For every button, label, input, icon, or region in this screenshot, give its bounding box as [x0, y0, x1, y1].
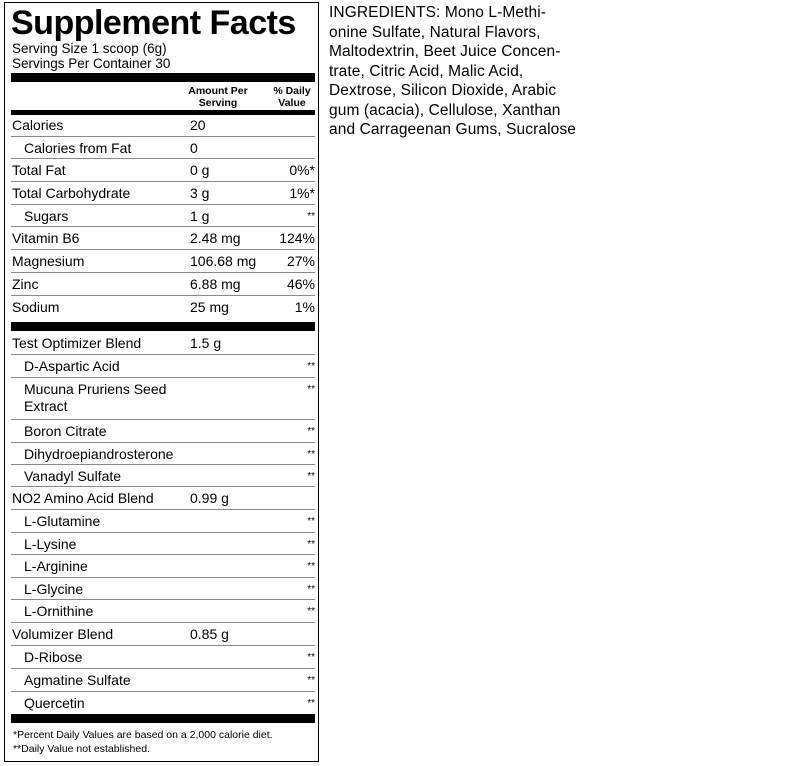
nutrient-daily-value: **: [307, 584, 315, 595]
nutrient-amount: 1.5 g: [190, 335, 222, 351]
ingredients-line: Dextrose, Silicon Dioxide, Arabic: [329, 82, 557, 99]
header-daily-value: % Daily Value: [273, 85, 311, 109]
footnote-not-established: **Daily Value not established.: [13, 743, 150, 755]
nutrient-daily-value: **: [307, 449, 315, 460]
nutrient-daily-value: **: [307, 698, 315, 709]
servings-per-container: Servings Per Container 30: [12, 56, 171, 71]
supplement-facts-panel: [4, 2, 319, 762]
nutrient-name: Agmatine Sulfate: [24, 672, 131, 688]
nutrient-amount: 3 g: [190, 185, 210, 201]
nutrient-name: Test Optimizer Blend: [12, 335, 142, 351]
nutrient-row: [11, 114, 315, 137]
nutrient-name: Total Fat: [12, 162, 66, 178]
nutrient-amount: 106.68 mg: [190, 253, 257, 269]
serving-size: Serving Size 1 scoop (6g): [12, 41, 167, 56]
nutrient-name: Quercetin: [24, 695, 85, 711]
nutrient-row: [11, 296, 315, 318]
nutrient-row: [11, 669, 315, 692]
nutrient-row: [11, 443, 315, 465]
nutrient-daily-value: **: [307, 606, 315, 617]
nutrient-name: Zinc: [12, 276, 39, 292]
nutrient-name: Magnesium: [12, 253, 85, 269]
nutrient-row: [11, 159, 315, 182]
nutrient-name: L-Lysine: [24, 536, 77, 552]
nutrient-row: [11, 182, 315, 205]
nutrient-name: L-Glutamine: [24, 513, 101, 529]
nutrient-daily-value: 124%: [279, 230, 315, 246]
nutrient-name: Vanadyl Sulfate: [24, 468, 122, 484]
nutrient-daily-value: 1%*: [289, 185, 315, 201]
thick-divider-bottom: [11, 714, 315, 723]
nutrient-daily-value: **: [307, 361, 315, 372]
nutrient-daily-value: **: [307, 539, 315, 550]
nutrient-name: D-Ribose: [24, 649, 83, 665]
nutrient-daily-value: **: [307, 471, 315, 482]
nutrient-row: [11, 227, 315, 250]
nutrient-row: [11, 533, 315, 555]
nutrient-row: [11, 273, 315, 296]
panel-title: Supplement Facts: [11, 4, 296, 42]
nutrient-row: [11, 332, 315, 355]
ingredients-line: gum (acacia), Cellulose, Xanthan: [329, 101, 561, 119]
nutrient-daily-value: **: [307, 516, 315, 527]
nutrient-name: Dihydroepiandrosterone: [24, 446, 174, 462]
nutrient-daily-value: **: [307, 426, 315, 437]
nutrient-daily-value: 46%: [286, 276, 315, 292]
nutrient-name: Vitamin B6: [12, 230, 80, 246]
ingredients-line: INGREDIENTS: Mono L-Methi-: [329, 4, 547, 21]
ingredients-line: onine Sulfate, Natural Flavors,: [329, 23, 541, 41]
nutrient-name: Sugars: [24, 208, 69, 224]
nutrient-amount: 0.85 g: [190, 626, 229, 642]
nutrient-daily-value: 27%: [286, 253, 315, 269]
nutrient-amount: 2.48 mg: [190, 230, 241, 246]
nutrient-amount: 1 g: [190, 208, 210, 224]
nutrient-name: L-Arginine: [24, 558, 88, 574]
nutrient-amount: 0.99 g: [190, 490, 229, 506]
nutrient-row: [11, 623, 315, 646]
nutrient-row: [11, 578, 315, 600]
nutrient-row: [11, 600, 315, 623]
nutrient-row: [11, 378, 315, 420]
thick-divider-middle: [11, 322, 315, 331]
nutrient-row: [11, 250, 315, 273]
nutrient-row: [11, 420, 315, 443]
nutrient-row: [11, 205, 315, 227]
footnote-daily-values: *Percent Daily Values are based on a 2,000 calorie diet.: [13, 729, 273, 741]
nutrient-name: L-Ornithine: [24, 603, 94, 619]
nutrient-row: [11, 646, 315, 669]
nutrient-row: [11, 465, 315, 487]
header-amount-per-serving: Amount Per Serving: [188, 85, 248, 109]
nutrient-name: Calories: [12, 117, 64, 133]
nutrient-row: [11, 355, 315, 378]
ingredients-line: Maltodextrin, Beet Juice Concen-: [329, 43, 561, 60]
nutrient-name: Volumizer Blend: [12, 626, 114, 642]
nutrient-name: Mucuna Pruriens Seed Extract: [24, 381, 167, 414]
ingredients-line: and Carrageenan Gums, Sucralose: [329, 121, 576, 138]
nutrient-name: Calories from Fat: [24, 140, 132, 156]
nutrient-row: [11, 510, 315, 533]
nutrient-amount: 20: [190, 117, 206, 133]
nutrient-amount: 0 g: [190, 162, 210, 178]
thick-divider-top: [11, 73, 315, 82]
nutrient-amount: 0: [190, 140, 198, 156]
nutrient-amount: 25 mg: [190, 299, 229, 315]
nutrient-row: [11, 692, 315, 712]
nutrient-daily-value: 0%*: [289, 162, 315, 178]
nutrient-row: [11, 487, 315, 510]
nutrient-name: L-Glycine: [24, 581, 84, 597]
nutrient-name: Sodium: [12, 299, 60, 315]
nutrient-row: [11, 137, 315, 159]
nutrient-amount: 6.88 mg: [190, 276, 241, 292]
nutrient-name: Boron Citrate: [24, 423, 107, 439]
nutrient-name: D-Aspartic Acid: [24, 358, 120, 374]
ingredients-line: trate, Citric Acid, Malic Acid,: [329, 62, 524, 80]
nutrient-name: NO2 Amino Acid Blend: [12, 490, 154, 506]
nutrient-daily-value: **: [307, 675, 315, 686]
nutrient-row: [11, 555, 315, 578]
ingredients-text: [329, 3, 619, 140]
nutrient-daily-value: 1%: [294, 299, 315, 315]
nutrient-daily-value: **: [307, 211, 315, 222]
nutrient-daily-value: **: [307, 561, 315, 572]
nutrient-name: Total Carbohydrate: [12, 185, 131, 201]
nutrient-daily-value: **: [307, 652, 315, 663]
nutrient-daily-value: **: [307, 384, 315, 395]
